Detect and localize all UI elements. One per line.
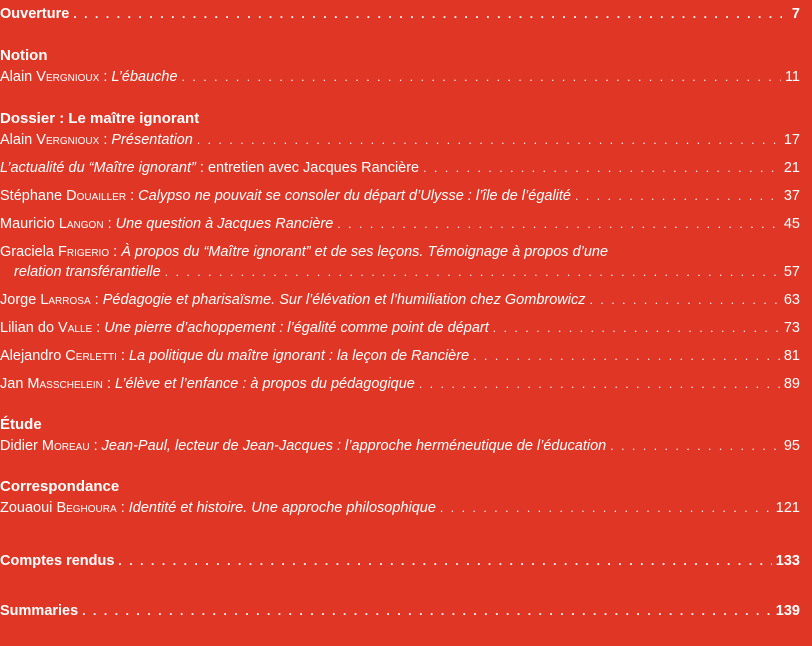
author-last: Douailler: [66, 188, 127, 204]
toc-entry[interactable]: [0, 318, 800, 338]
author-last: Cerletti: [65, 348, 117, 364]
section-heading-correspondance: Correspondance: [0, 478, 120, 495]
page-number: 21: [783, 160, 800, 176]
author-first: Alejandro: [0, 348, 66, 364]
toc-entry[interactable]: [0, 67, 800, 87]
page-number: 73: [783, 320, 800, 336]
author-last: Vergnioux: [36, 69, 100, 85]
author-last: Beghoura: [56, 500, 117, 516]
entry-label: Comptes rendus: [0, 553, 115, 569]
toc-entry[interactable]: [0, 374, 800, 394]
article-title: Jean-Paul, lecteur de Jean-Jacques : l’approche herméneutique de l’éducation: [101, 438, 607, 454]
article-title: L’ébauche: [111, 69, 178, 85]
entry-label: Summaries: [0, 603, 79, 619]
author-first: Stéphane: [0, 188, 67, 204]
author-last: Frigerio: [58, 244, 110, 260]
author-last: Vergnioux: [36, 132, 100, 148]
article-title: Présentation: [111, 132, 193, 148]
author-first: Graciela: [0, 244, 59, 260]
separator: :: [116, 500, 129, 516]
page-number: 133: [775, 553, 800, 569]
page-number: 95: [783, 438, 800, 454]
dot-leader: [575, 186, 780, 206]
author-first: Zouaoui: [0, 500, 57, 516]
dot-leader: [440, 498, 772, 518]
author-last: Masschelein: [27, 376, 103, 392]
toc-entry[interactable]: [0, 158, 800, 178]
separator: :: [92, 320, 105, 336]
dot-leader: [82, 601, 772, 621]
article-title: L’élève et l’enfance : à propos du pédagogique: [114, 376, 415, 392]
dot-leader: [337, 214, 780, 234]
page-number: 121: [775, 500, 800, 516]
author-first: Alain: [0, 132, 37, 148]
article-title: L’actualité du “Maître ignorant”: [0, 160, 196, 176]
dot-leader: [197, 130, 780, 150]
page-number: 89: [783, 376, 800, 392]
toc-entry[interactable]: [0, 214, 800, 234]
toc-entry[interactable]: [0, 186, 800, 206]
section-heading-dossier: Dossier : Le maître ignorant: [0, 110, 200, 127]
separator: :: [99, 69, 112, 85]
page-number: 7: [791, 6, 800, 22]
toc-entry[interactable]: [0, 130, 800, 150]
article-title: Une question à Jacques Rancière: [115, 216, 334, 232]
author-last: Moreau: [41, 438, 90, 454]
page-number: 139: [775, 603, 800, 619]
entry-label: Ouverture: [0, 6, 70, 22]
section-heading-notion: Notion: [0, 47, 48, 64]
dot-leader: [73, 4, 782, 24]
page-number: 81: [783, 348, 800, 364]
author-last: Valle: [58, 320, 93, 336]
author-last: Larrosa: [40, 292, 91, 308]
toc-entry-comptes-rendus[interactable]: [0, 551, 800, 571]
author-first: Jorge: [0, 292, 41, 308]
article-title-continued: relation transférantielle: [14, 264, 161, 280]
article-title: Calypso ne pouvait se consoler du départ d’Ulysse : l’île de l’égalité: [138, 188, 571, 204]
author-last: Langon: [58, 216, 104, 232]
separator: :: [109, 244, 122, 260]
article-title: Identité et histoire. Une approche philosophique: [128, 500, 436, 516]
dot-leader: [610, 436, 780, 456]
toc-entry-ouverture[interactable]: [0, 4, 800, 24]
author-first: Didier: [0, 438, 42, 454]
article-title-rest: : entretien avec Jacques Rancière: [195, 160, 420, 176]
separator: :: [103, 216, 116, 232]
author-first: Alain: [0, 69, 37, 85]
dot-leader: [118, 551, 771, 571]
dot-leader: [589, 290, 779, 310]
toc-entry[interactable]: [0, 242, 800, 262]
toc-entry[interactable]: [0, 346, 800, 366]
page-number: 11: [784, 69, 800, 85]
separator: :: [126, 188, 139, 204]
page-number: 63: [783, 292, 800, 308]
author-first: Jan: [0, 376, 28, 392]
dot-leader: [182, 67, 781, 87]
separator: :: [99, 132, 112, 148]
article-title: La politique du maître ignorant : la leçon de Rancière: [128, 348, 470, 364]
separator: :: [90, 292, 103, 308]
toc-entry-summaries[interactable]: [0, 601, 800, 621]
page-number: 57: [783, 264, 800, 280]
toc-entry[interactable]: [0, 290, 800, 310]
separator: :: [102, 376, 115, 392]
separator: :: [116, 348, 129, 364]
article-title: À propos du “Maître ignorant” et de ses leçons. Témoignage à propos d’une: [121, 244, 609, 260]
page-number: 45: [783, 216, 800, 232]
separator: :: [89, 438, 102, 454]
dot-leader: [165, 262, 780, 282]
article-title: Pédagogie et pharisaïsme. Sur l’élévation et l’humiliation chez Gombrowicz: [102, 292, 586, 308]
dot-leader: [423, 158, 780, 178]
dot-leader: [419, 374, 780, 394]
author-first: Lilian do: [0, 320, 59, 336]
toc-entry[interactable]: [0, 498, 800, 518]
page-number: 17: [783, 132, 800, 148]
author-first: Mauricio: [0, 216, 59, 232]
section-heading-etude: Étude: [0, 416, 42, 433]
toc-entry[interactable]: [0, 436, 800, 456]
dot-leader: [493, 318, 780, 338]
dot-leader: [473, 346, 780, 366]
toc-entry-continuation[interactable]: [0, 262, 800, 282]
page-number: 37: [783, 188, 800, 204]
article-title: Une pierre d’achoppement : l’égalité comme point de départ: [104, 320, 489, 336]
